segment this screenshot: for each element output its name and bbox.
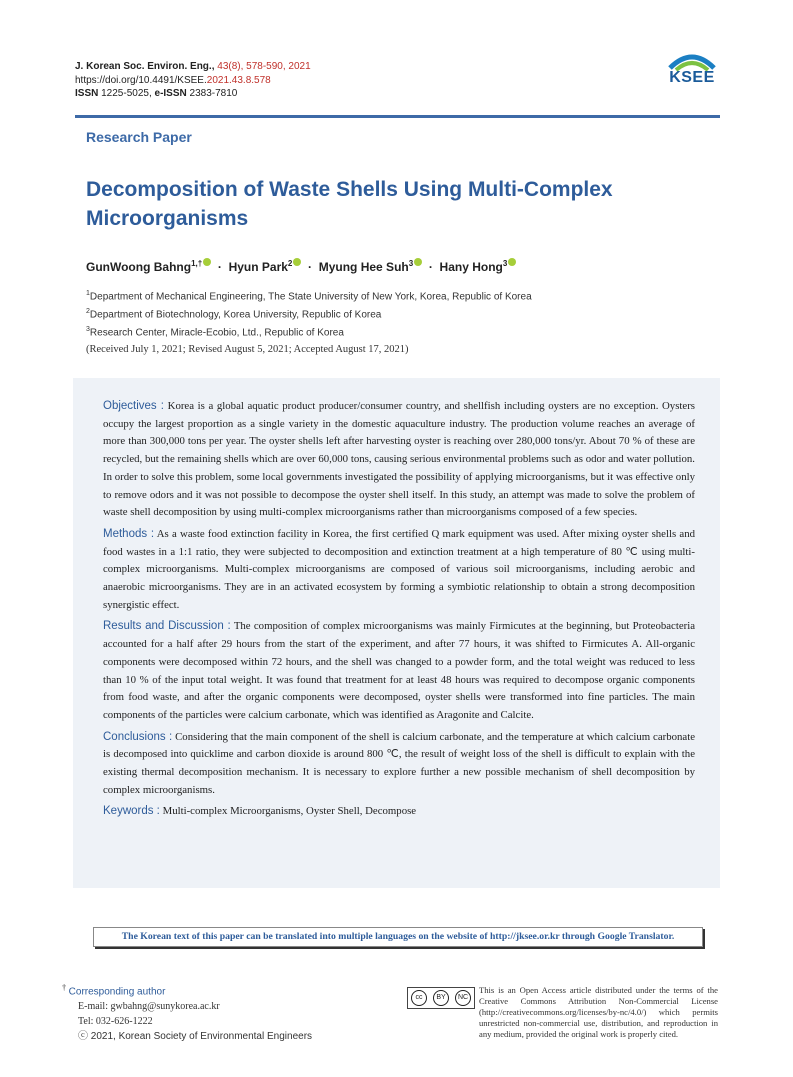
methods-section: Methods : As a waste food extinction facility in Korea, the first certified Q mark equipment was used. After mixing oyster shells and food wastes in a 1:1 ratio, they were subjected to decomposition and extinction treatment at a high temperature of 80 ℃ using multi-complex microorganisms. Multi-complex microorganisms are composed of various soil microorganisms, including aerobic and anaerobic microorganisms. They are in an activated ecosystem by forming a symbiotic relationship to obtain a strong decomposition synergistic effect. <box>103 527 696 611</box>
keywords-section: Keywords : Multi-complex Microorganisms, Oyster Shell, Decompose <box>103 805 417 818</box>
email[interactable]: E-mail: gwbahng@sunykorea.ac.kr <box>78 1001 220 1013</box>
received-dates: (Received July 1, 2021; Revised August 5, 2021; Accepted August 17, 2021) <box>86 344 409 355</box>
cc-license-badge[interactable] <box>407 987 475 1009</box>
journal-citation: J. Korean Soc. Environ. Eng., 43(8), 578-590, 2021 <box>75 61 311 72</box>
affiliation-2: $^2$Department of Biotechnology, Korea University, Republic of Korea <box>86 307 382 321</box>
nc-icon: NC <box>455 990 471 1006</box>
copyright: ⓒ 2021, Korean Society of Environmental Engineers <box>78 1031 313 1043</box>
doi-link[interactable]: https://doi.org/10.4491/KSEE.2021.43.8.578 <box>75 74 271 86</box>
abstract-content <box>103 398 695 825</box>
author-2: Hyun Park$^2$ <box>229 260 302 274</box>
telephone: Tel: 032-626-1222 <box>78 1016 153 1028</box>
paper-type: Research Paper <box>86 129 192 145</box>
affiliation-list <box>86 287 532 340</box>
issn-line: ISSN 1225-5025, e-ISSN 2383-7810 <box>75 88 238 99</box>
objectives-section: Objectives : Korea is a global aquatic product producer/consumer country, and shellfish including oysters are no exception. Oysters occupy the largest proportion as a single variety in the domestic aquaculture industry. The production volume reaches an average of more than 300,000 tons per year. The oyster shells left after harvesting oyster is reaching over 280,000 tons/yr. About 70 % of these are recycled, but the remaining shells which are over 60,000 tons, causing serious environmental problems such as odor and water pollution. In order to solve this problem, some local governments investigated the possibility of applying microorganisms, but it was effective only to remove odors and it was not possible to decompose the oyster shell itself. In this study, an attempt was made to solve the problem of waste shell decomposition by using multi-complex microorganisms rather than microorganisms composed of a few species. <box>103 400 695 519</box>
author-1: GunWoong Bahng$^{1,\dagger}$ <box>86 260 211 274</box>
conclusions-section: Conclusions : Considering that the main component of the shell is calcium carbonate, and the temperature at which calcium carbonate is decomposed into quicklime and carbon dioxide is around 800 ℃, the result of weight loss of the shell is difficult to explain with the existing thermal decomposition mechanism. It is necessary to explore further a new possible mechanism of shell decomposition by complex microorganisms. <box>103 730 695 796</box>
by-icon: BY <box>433 990 449 1006</box>
journal-issue: 43(8), 578-590, 2021 <box>217 61 311 72</box>
orcid-icon[interactable] <box>293 258 301 266</box>
journal-header <box>75 60 311 101</box>
paper-title: Decomposition of Waste Shells Using Multi-Complex Microorganisms <box>86 178 613 230</box>
abstract-box <box>73 378 720 888</box>
license-text: This is an Open Access article distributed under the terms of the Creative Commons Attribution Non-Commercial License (http://creativecommons.org/licenses/by-nc/4.0/) which permits unrestricted non-commercial use, distribution, and reproduction in any medium, provided the original work is properly cited. <box>479 985 718 1039</box>
ksee-logo: KSEE <box>664 50 720 96</box>
affiliation-1: $^1$Department of Mechanical Engineering, The State University of New York, Korea, Republic of Korea <box>86 290 532 303</box>
results-section: Results and Discussion : The composition of complex microorganisms was mainly Firmicutes at the beginning, but Proteobacteria accounted for a half after 29 hours from the start of the experiment, and after 77 hours, it was shifted to Firmicutes A. All-organic components were decomposed within 72 hours, and the shell was changed to a powder form, and the total weight was reduced to less than 10 % of the input total weight. It was found that treatment for at least 48 hours was required to decompose organic components from food waste, and after the organic components were decomposed, oyster shells were transformed into fine particles. The main components of the particles were calcium carbonate, which was identified as Aragonite and Calcite. <box>103 620 696 721</box>
orcid-icon[interactable] <box>414 258 422 266</box>
translation-notice[interactable]: The Korean text of this paper can be translated into multiple languages on the website of http://jksee.or.kr through Google Translator. <box>93 927 703 947</box>
corresponding-author: † Corresponding author E-mail: gwbahng@sunykorea.ac.kr Tel: 032-626-1222 ⓒ 2021, Korean Society of Environmental Engineers <box>62 983 313 1043</box>
header-rule <box>75 115 720 118</box>
orcid-icon[interactable] <box>203 258 211 266</box>
cc-icon: cc <box>411 990 427 1006</box>
corresponding-label: Corresponding author <box>68 986 166 998</box>
author-4: Hany Hong$^3$ <box>440 260 517 274</box>
author-3: Myung Hee Suh$^3$ <box>319 260 422 274</box>
author-list: GunWoong Bahng$^{1,\dagger}$ · Hyun Park$^2$ · Myung Hee Suh$^3$ · Hany Hong$^3$ <box>86 258 516 274</box>
affiliation-3: $^3$Research Center, Miracle-Ecobio, Ltd., Republic of Korea <box>86 325 344 338</box>
orcid-icon[interactable] <box>508 258 516 266</box>
